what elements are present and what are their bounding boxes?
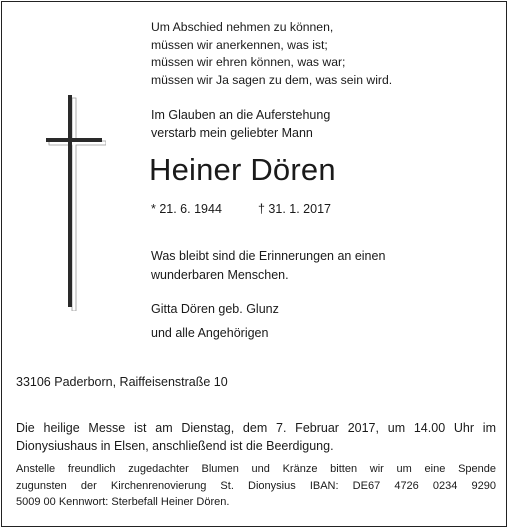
memory-line: Was bleibt sind die Erinnerungen an einen: [151, 249, 386, 263]
intro-line: verstarb mein geliebter Mann: [151, 126, 313, 140]
intro-line: Im Glauben an die Auferstehung: [151, 108, 331, 122]
relatives-line: und alle Angehörigen: [151, 326, 269, 340]
death-date: † 31. 1. 2017: [258, 202, 331, 216]
poem: [151, 19, 392, 89]
life-dates: [151, 201, 331, 217]
address: 33106 Paderborn, Raiffeisenstraße 10: [16, 375, 228, 389]
donation-request: [16, 461, 496, 511]
deceased-name: Heiner Dören: [149, 152, 336, 187]
donation-line: Anstelle freundlich zugedachter Blumen und Kränze bitten wir um eine Spende: [16, 463, 496, 475]
donation-line: zugunsten der Kirchenrenovierung St. Dionysius IBAN: DE67 4726 0234 9290: [16, 479, 496, 492]
poem-line: Um Abschied nehmen zu können,: [151, 20, 334, 34]
mass-announcement: [16, 419, 496, 455]
mass-line: Die heilige Messe ist am Dienstag, dem 7. Februar 2017, um 14.00 Uhr im: [16, 421, 496, 435]
mass-line: Dionysiushaus in Elsen, anschließend ist die Beerdigung.: [16, 439, 334, 453]
birth-date: * 21. 6. 1944: [151, 202, 222, 216]
memory-line: wunderbaren Menschen.: [151, 267, 289, 282]
donation-line: 5009 00 Kennwort: Sterbefall Heiner Dören.: [16, 496, 230, 508]
poem-line: müssen wir ehren können, was war;: [151, 55, 346, 69]
cross-icon: [46, 95, 106, 311]
signer-name: Gitta Dören geb. Glunz: [151, 302, 279, 316]
memory-text: [151, 247, 385, 284]
intro-text: [151, 106, 330, 142]
poem-line: müssen wir anerkennen, was ist;: [151, 37, 328, 52]
poem-line: müssen wir Ja sagen zu dem, was sein wird.: [151, 72, 393, 87]
